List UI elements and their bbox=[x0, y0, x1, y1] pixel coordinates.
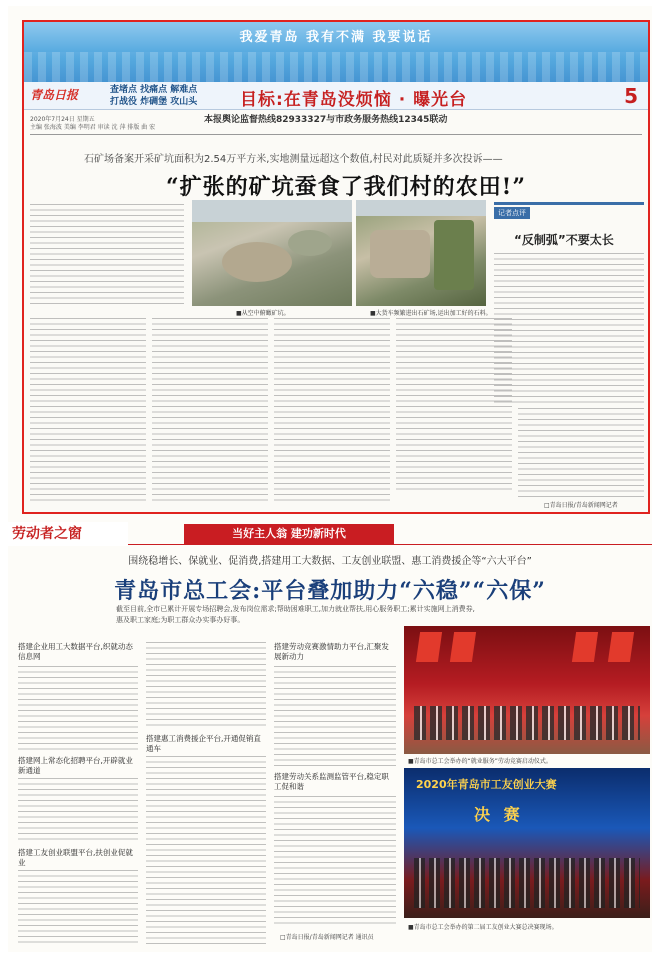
photo-caption: ■从空中俯瞰矿坑。 bbox=[236, 310, 290, 317]
skyline-graphic bbox=[24, 52, 648, 82]
date-text: 2020年7月24日 星期五 bbox=[30, 116, 95, 123]
story-text-column bbox=[274, 666, 396, 766]
column-title: 目标:在青岛没烦恼 · 曝光台 bbox=[240, 90, 468, 110]
subheading: 搭建劳动竞赛激情助力平台,汇聚发展新动力 bbox=[274, 642, 389, 661]
story-text-column bbox=[146, 756, 266, 944]
aerial-quarry-photo bbox=[192, 200, 352, 306]
photo-caption: ■青岛市总工会举办的第二届工友创业大赛总决赛现场。 bbox=[408, 924, 558, 931]
article-kicker: 石矿场备案开采矿坑面积为2.54万平方米,实地测量远超这个数值,村民对此质疑并多次投诉—— bbox=[84, 154, 503, 165]
column-mottos bbox=[110, 84, 197, 108]
story-text-column bbox=[274, 796, 396, 926]
page-number: 5 bbox=[624, 84, 638, 108]
motto-line: 查堵点 找痛点 解难点 bbox=[110, 85, 198, 95]
subheading: 搭建网上常态化招聘平台,开辟就业新通道 bbox=[18, 756, 133, 775]
article-text-column bbox=[274, 318, 390, 504]
article-text-column bbox=[152, 318, 268, 504]
article-text-column bbox=[396, 318, 512, 494]
commentary-title: “反制弧”不要太长 bbox=[514, 233, 614, 247]
highlighted-article-frame bbox=[22, 20, 650, 514]
quarry-trucks-photo bbox=[356, 200, 486, 306]
section-label: 劳动者之窗 bbox=[8, 522, 128, 546]
story-headline: 青岛市总工会:平台叠加助力“六稳”“六保” bbox=[114, 578, 546, 604]
startup-contest-photo bbox=[404, 768, 650, 918]
launch-ceremony-photo bbox=[404, 626, 650, 754]
section-header bbox=[8, 522, 652, 546]
photo-caption: ■大货车频繁进出石矿场,运出加工好的石料。 bbox=[370, 310, 492, 317]
commentary-tag: 记者点评 bbox=[494, 207, 530, 219]
section-rule bbox=[128, 544, 652, 545]
motto-line: 打战役 炸碉堡 攻山头 bbox=[110, 97, 198, 107]
story-text-column bbox=[18, 870, 138, 944]
photo-caption: ■青岛市总工会举办的“就业服务”劳动竞赛启动仪式。 bbox=[408, 758, 552, 765]
subheading: 搭建工友创业联盟平台,扶创业促就业 bbox=[18, 848, 133, 867]
hotline-text: 本报舆论监督热线82933327与市政务服务热线12345联动 bbox=[204, 115, 448, 125]
story-signoff: □青岛日报/青岛新闻网记者 通讯员 bbox=[280, 934, 374, 941]
story-text-column bbox=[18, 666, 138, 750]
story-kicker: 围绕稳增长、保就业、促消费,搭建用工大数据、工友创业联盟、惠工消费援企等“六大平台” bbox=[128, 556, 532, 567]
banner-slogan: 我爱青岛 我有不满 我要说话 bbox=[239, 30, 433, 45]
subheading: 搭建惠工消费援企平台,开通促销直通车 bbox=[146, 734, 261, 753]
editor-credits: 主编 张海波 美编 李明君 审读 沈 萍 排版 曲 宏 bbox=[30, 124, 156, 131]
stage-screen-title: 2020年青岛市工友创业大赛 bbox=[416, 778, 557, 791]
column-masthead bbox=[24, 82, 648, 110]
article-text-column bbox=[30, 318, 146, 504]
author-credit: □青岛日报/青岛新闻网记者 bbox=[544, 502, 618, 509]
commentary-box bbox=[494, 202, 644, 402]
subheading: 搭建企业用工大数据平台,织就动态信息网 bbox=[18, 642, 133, 661]
stage-screen-finals: 决 赛 bbox=[474, 805, 524, 824]
crowd-graphic bbox=[414, 858, 640, 908]
dateline bbox=[30, 116, 155, 132]
story-text-column bbox=[18, 778, 138, 842]
article-text-column bbox=[30, 204, 184, 308]
newspaper-page bbox=[8, 6, 652, 952]
subheading: 搭建劳动关系监测监管平台,稳定职工促和谐 bbox=[274, 772, 389, 791]
newspaper-logo: 青岛日报 bbox=[30, 88, 79, 102]
story-lede: 截至目前,全市已累计开展专场招聘会,发布岗位需求;帮助困难职工,加力就业帮扶,用心服务职工;累计实施网上消费券,惠及职工家庭;为职工群众办实事办好事。 bbox=[116, 605, 475, 624]
crowd-graphic bbox=[414, 706, 640, 740]
commentary-text bbox=[494, 253, 644, 403]
section-banner: 当好主人翁 建功新时代 bbox=[184, 524, 394, 544]
article-text-column bbox=[518, 408, 644, 498]
top-banner bbox=[24, 22, 648, 82]
article-headline: “扩张的矿坑蚕食了我们村的农田!” bbox=[166, 174, 526, 200]
story-text-column bbox=[146, 642, 266, 728]
divider bbox=[30, 134, 642, 135]
